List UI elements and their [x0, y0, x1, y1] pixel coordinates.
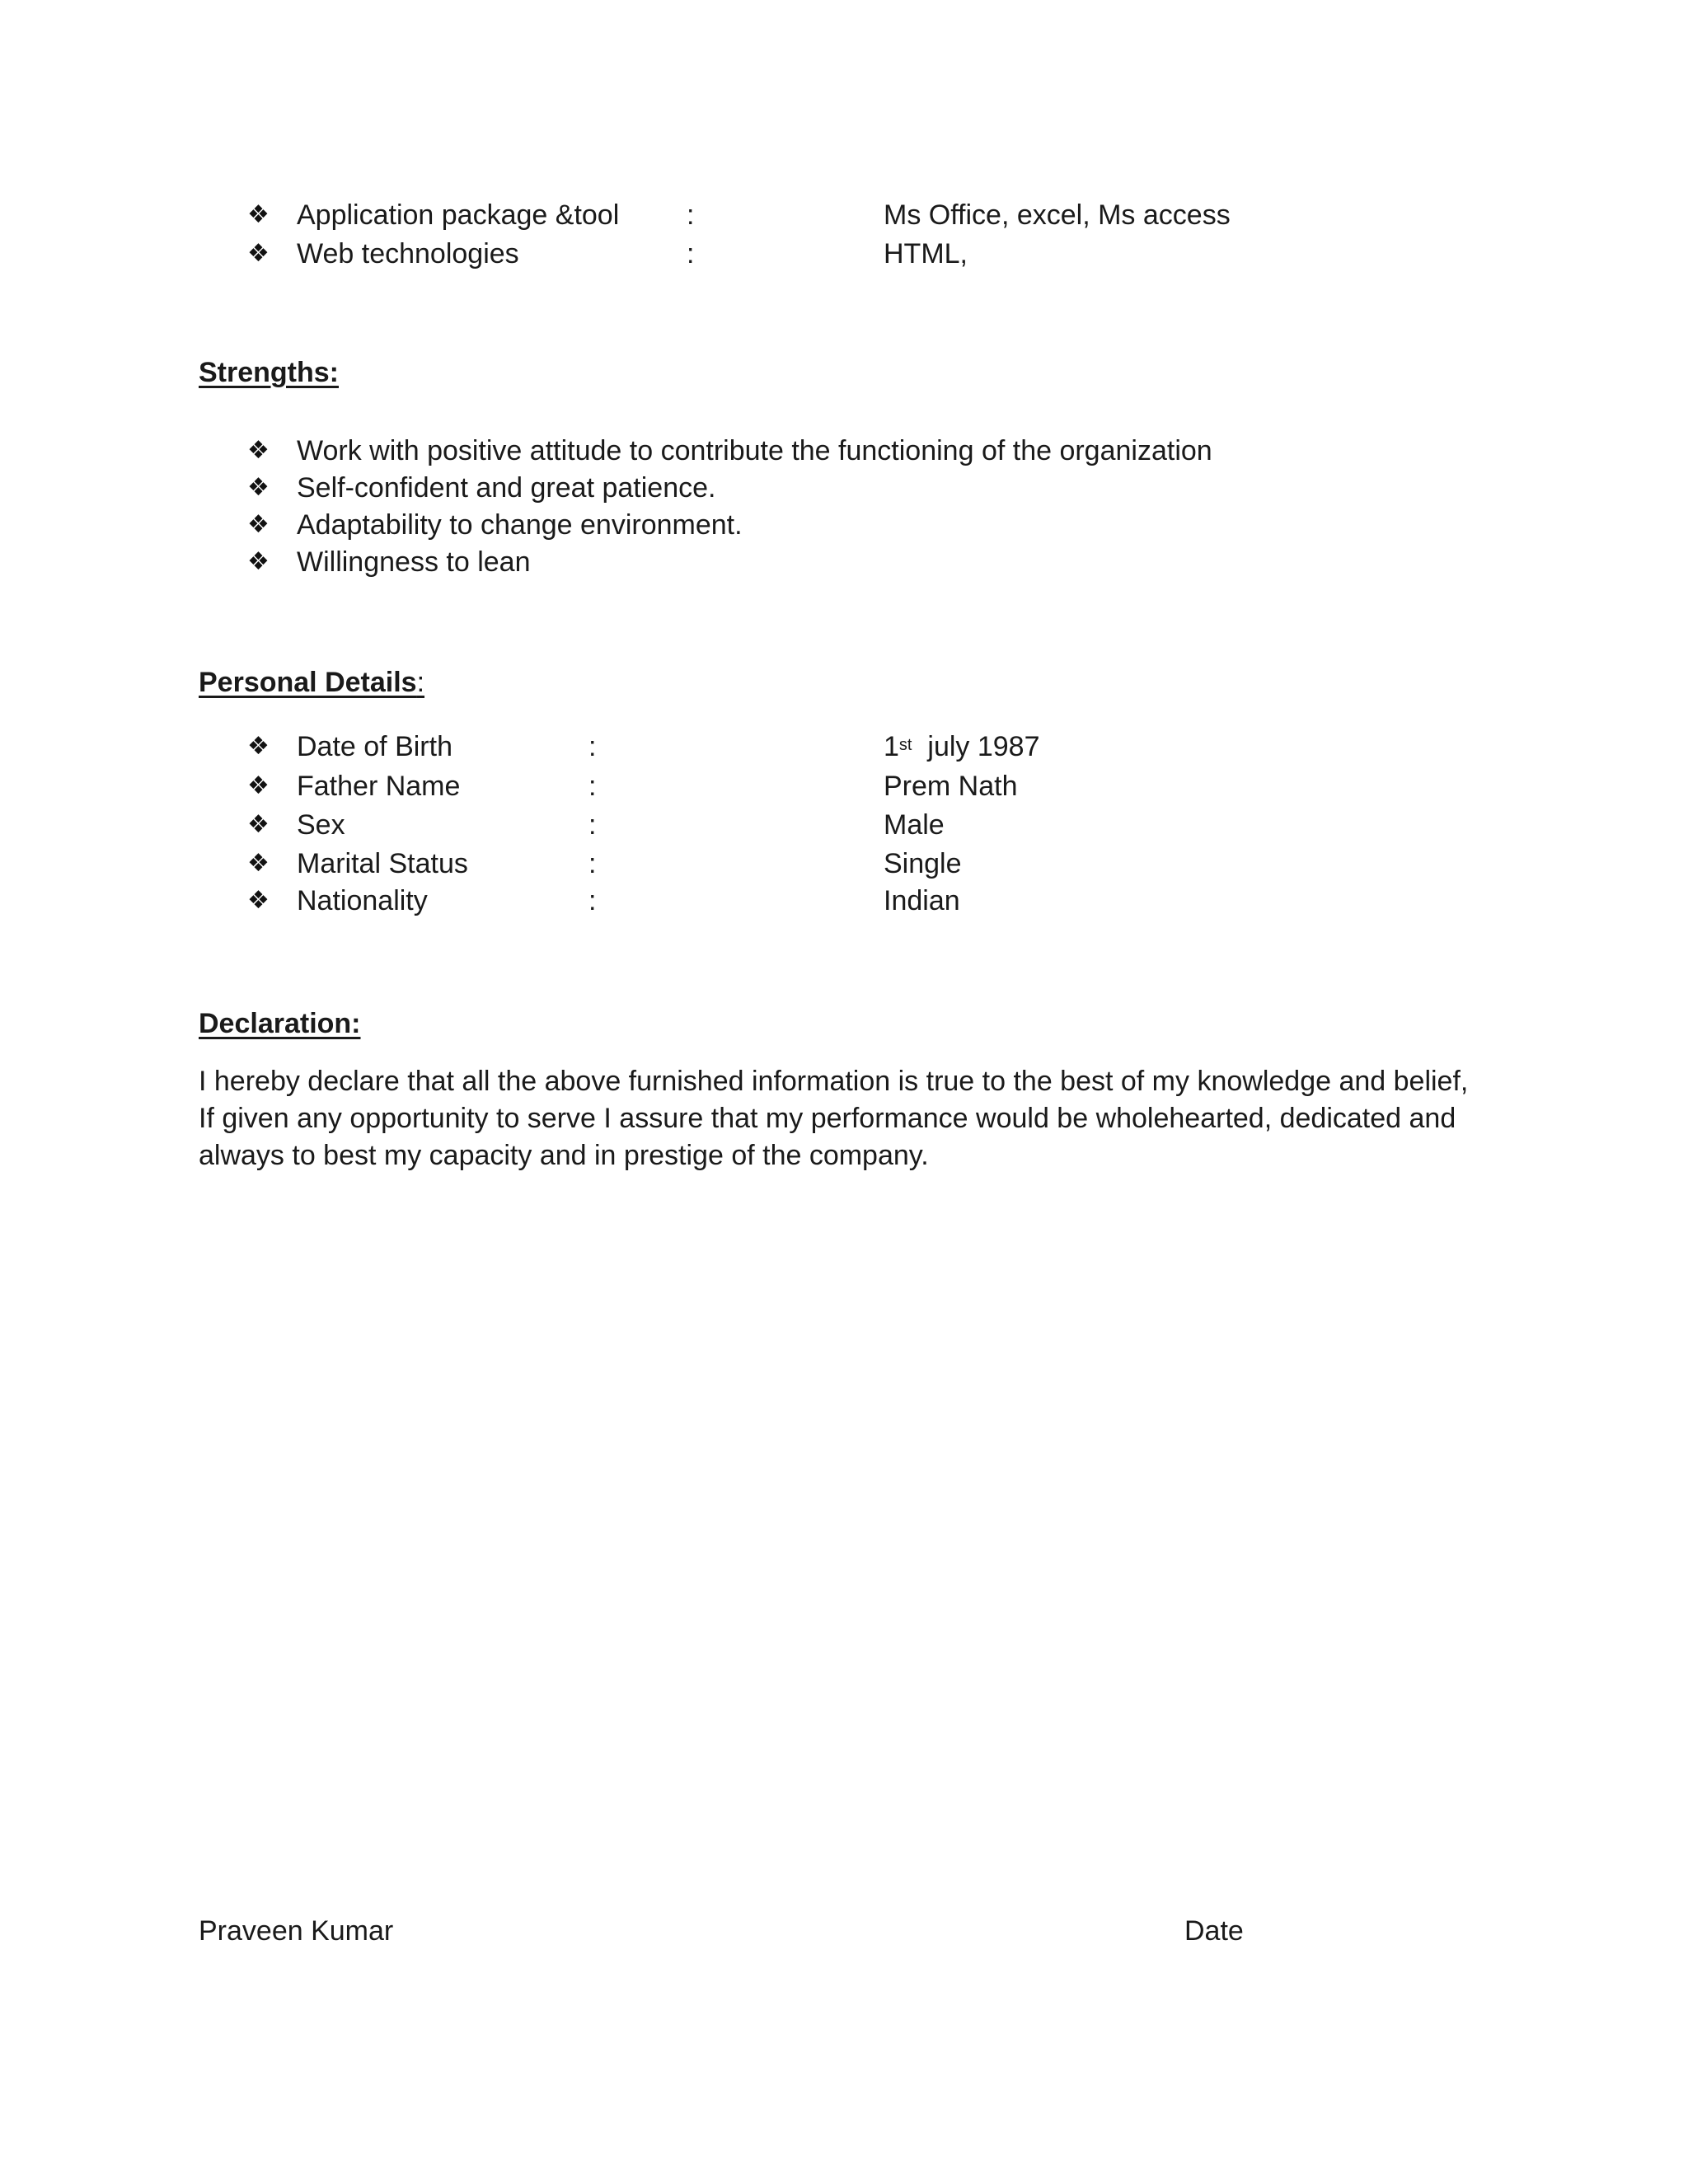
bullet-icon: ❖	[247, 240, 270, 267]
dob-month-year: july 1987	[927, 731, 1040, 762]
personal-row	[247, 884, 1484, 921]
personal-row	[247, 808, 1484, 845]
personal-row	[247, 730, 1484, 766]
bullet-icon: ❖	[247, 887, 270, 914]
strength-text: Willingness to lean	[297, 546, 531, 578]
strength-item	[247, 546, 1484, 582]
personal-label: Nationality	[297, 885, 428, 916]
skill-colon: :	[687, 238, 695, 269]
personal-details-heading-suffix: :	[416, 667, 425, 698]
bullet-icon: ❖	[247, 474, 270, 501]
bullet-icon: ❖	[247, 548, 270, 575]
skill-row	[247, 199, 1484, 235]
personal-label: Sex	[297, 809, 345, 841]
strength-item	[247, 434, 1484, 471]
skill-label: Application package &tool	[297, 199, 620, 231]
strength-item	[247, 471, 1484, 508]
personal-label: Date of Birth	[297, 731, 452, 762]
bullet-icon: ❖	[247, 850, 270, 877]
bullet-icon: ❖	[247, 811, 270, 838]
declaration-paragraph	[199, 1063, 1517, 1174]
skill-value: Ms Office, excel, Ms access	[884, 199, 1231, 231]
strength-item	[247, 509, 1484, 545]
declaration-line: If given any opportunity to serve I assure that my performance would be wholehearted, dedicated and	[199, 1103, 1456, 1134]
skill-colon: :	[687, 199, 695, 231]
personal-value: Prem Nath	[884, 771, 1018, 802]
skill-label: Web technologies	[297, 238, 519, 269]
personal-row	[247, 770, 1484, 806]
personal-label: Father Name	[297, 771, 461, 802]
skill-row	[247, 237, 1484, 274]
strengths-heading: Strengths:	[199, 357, 339, 388]
skill-value: HTML,	[884, 238, 968, 269]
personal-colon: :	[588, 848, 597, 879]
personal-colon: :	[588, 885, 597, 916]
personal-value: Male	[884, 809, 945, 841]
personal-label: Marital Status	[297, 848, 468, 879]
personal-value: Indian	[884, 885, 960, 916]
personal-row	[247, 847, 1484, 883]
declaration-line: always to best my capacity and in prestige of the company.	[199, 1140, 929, 1171]
strength-text: Self-confident and great patience.	[297, 472, 716, 504]
strength-text: Work with positive attitude to contribute the functioning of the organization	[297, 435, 1212, 466]
bullet-icon: ❖	[247, 733, 270, 760]
personal-colon: :	[588, 771, 597, 802]
bullet-icon: ❖	[247, 511, 270, 538]
dob-day: 1	[884, 731, 899, 762]
strength-text: Adaptability to change environment.	[297, 509, 743, 541]
personal-details-heading-text: Personal Details	[199, 667, 417, 698]
personal-value	[884, 730, 1040, 763]
signature-name: Praveen Kumar	[199, 1915, 394, 1947]
bullet-icon: ❖	[247, 201, 270, 228]
dob-ordinal: st	[898, 736, 912, 754]
bullet-icon: ❖	[247, 437, 270, 464]
bullet-icon: ❖	[247, 772, 270, 799]
personal-details-heading	[199, 666, 424, 699]
declaration-heading: Declaration:	[199, 1008, 361, 1039]
date-label: Date	[1184, 1915, 1244, 1947]
declaration-line: I hereby declare that all the above furnished information is true to the best of my knowledge and belief,	[199, 1066, 1469, 1097]
personal-colon: :	[588, 731, 597, 762]
personal-value: Single	[884, 848, 962, 879]
personal-colon: :	[588, 809, 597, 841]
